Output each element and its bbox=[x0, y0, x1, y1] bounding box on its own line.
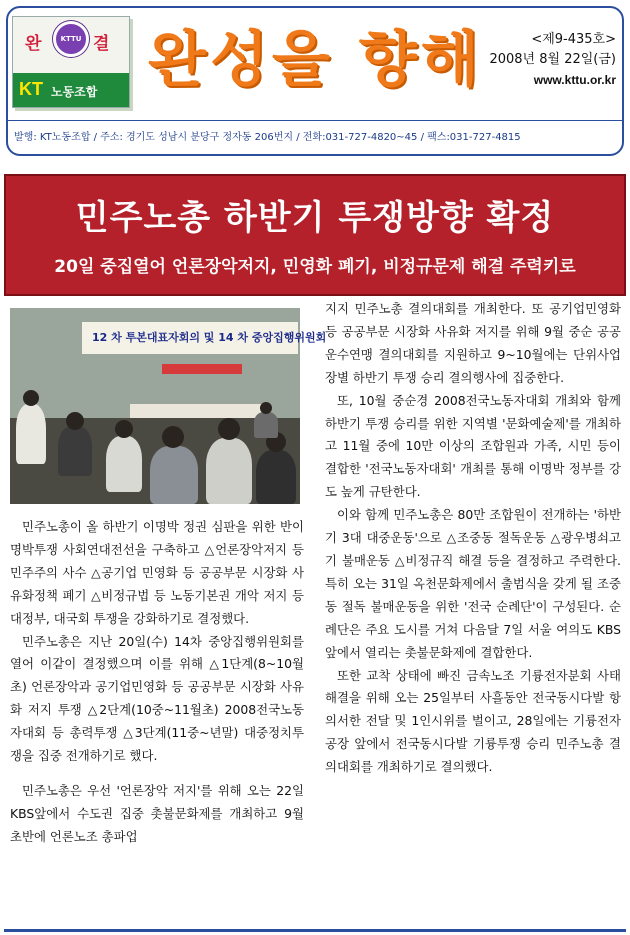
photo-head bbox=[162, 426, 184, 448]
headline-banner bbox=[4, 174, 626, 296]
photo-red-strip bbox=[162, 364, 242, 374]
photo-person bbox=[106, 436, 142, 492]
photo-person bbox=[16, 404, 46, 464]
left-column bbox=[10, 516, 304, 849]
photo-head-table bbox=[130, 404, 270, 418]
header-divider bbox=[6, 120, 624, 121]
issue-info bbox=[486, 30, 616, 90]
publisher-line: 발행: KT노동조합 / 주소: 경기도 성남시 분당구 정자동 206번지 / 전화:031-727-4820~45 / 팩스:031-727-4815 bbox=[14, 132, 521, 143]
emblem-text: KTTU bbox=[60, 35, 82, 43]
newsletter-title: 완성을 향해 bbox=[148, 25, 483, 95]
flower-emblem-icon bbox=[53, 21, 89, 57]
meeting-photo bbox=[10, 308, 327, 504]
photo-head bbox=[115, 420, 133, 438]
paragraph: 또한 교착 상태에 빠진 금속노조 기륭전자분회 사태 해결을 위해 오는 25일부터 사흘동안 전국동시다발 항의서한 전달 및 1인시위를 벌이고, 28일에는 기륭전자 공장 앞에서 전국동시다발 기륭투쟁 승리 민주노총 결의대회를 개최하기로 결의했다. bbox=[325, 667, 621, 775]
photo-person bbox=[256, 450, 296, 504]
subheadline: 20일 중집열어 언론장악저지, 민영화 폐기, 비정규문제 해결 주력키로 bbox=[54, 257, 576, 277]
flag-char-left: 완 bbox=[25, 34, 42, 54]
right-column bbox=[325, 298, 621, 779]
photo-banner: 12 차 투본대표자회의 및 14 차 중앙집행위원회 bbox=[82, 322, 298, 354]
photo-person bbox=[206, 438, 252, 504]
photo-head bbox=[66, 412, 84, 430]
issue-number: <제9-435호> bbox=[531, 32, 616, 47]
flag-union-text: 노동조합 bbox=[51, 85, 98, 99]
union-flag-logo bbox=[12, 16, 130, 108]
paragraph: 지지 민주노총 결의대회를 개최한다. 또 공기업민영화 등 공공부문 시장화 사유화 저지를 위해 9월 중순 공공운수연맹 결의대회를 지원하고 9~10월에는 단위사업장별 하반기 투쟁 승리 결의행사에 집중한다. bbox=[325, 301, 621, 385]
flag-kt-text: KT bbox=[19, 79, 43, 99]
photo-person bbox=[150, 446, 198, 504]
photo-head bbox=[218, 418, 240, 440]
photo-head bbox=[260, 402, 272, 414]
photo-person bbox=[254, 412, 278, 438]
photo-head bbox=[23, 390, 39, 406]
website-link[interactable]: www.kttu.or.kr bbox=[533, 73, 616, 87]
paragraph: 민주노총이 올 하반기 이명박 정권 심판을 위한 반이명박투쟁 사회연대전선을 구축하고 △언론장악저지 등 민주주의 사수 △공기업 민영화 등 공공부문 시장화 사유화정책 폐기 △비정규법 등 노동기본권 개악 저지 등 대정부, 대국회 투쟁을 강화하기로 결정했다. bbox=[10, 519, 304, 626]
paragraph: 민주노총은 지난 20일(수) 14차 중앙집행위원회를 열어 이같이 결정했으며 이를 위해 △1단계(8~10월초) 언론장악과 공기업민영화 등 공공부문 시장화 사유화 저지 투쟁 △2단계(10중~11월초) 2008전국노동자대회 등 총력투쟁 △3단계(11중~년말) 대중정치투쟁을 집중 전개하기로 했다. bbox=[10, 633, 304, 764]
footer-rule bbox=[4, 929, 626, 932]
photo-person bbox=[58, 426, 92, 476]
issue-date: 2008년 8월 22일(금) bbox=[489, 52, 616, 67]
headline: 민주노총 하반기 투쟁방향 확정 bbox=[75, 198, 555, 238]
paragraph: 민주노총은 우선 '언론장악 저지'를 위해 오는 22일 KBS앞에서 수도권 집중 촛불문화제를 개최하고 9월 초반에 언론노조 총파업 bbox=[10, 782, 304, 844]
flag-char-right: 결 bbox=[93, 34, 110, 54]
paragraph: 이와 함께 민주노총은 80만 조합원이 전개하는 '하반기 3대 대중운동'으로 △조중동 절독운동 △광우병쇠고기 불매운동 △비정규직 해결 등을 결정하고 주력한다. 특히 오는 31일 옥천문화제에서 출범식을 갖게 될 조중동 절독 불매운동을 위한 '전국 순례단'이 구성된다. 순례단은 주요 도시를 거쳐 다음달 7일 서울 여의도 KBS앞에서 열리는 촛불문화제에 결합한다. bbox=[325, 507, 621, 660]
paragraph: 또, 10월 중순경 2008전국노동자대회 개최와 함께 하반기 투쟁 승리를 위한 지역별 '문화예술제'를 개최하고 11월 중에 10만 이상의 조합원과 가족, 시민 등이 결합한 '전국노동자대회' 개최를 통해 이명박 정부를 강도 높게 규탄한다. bbox=[325, 392, 621, 500]
